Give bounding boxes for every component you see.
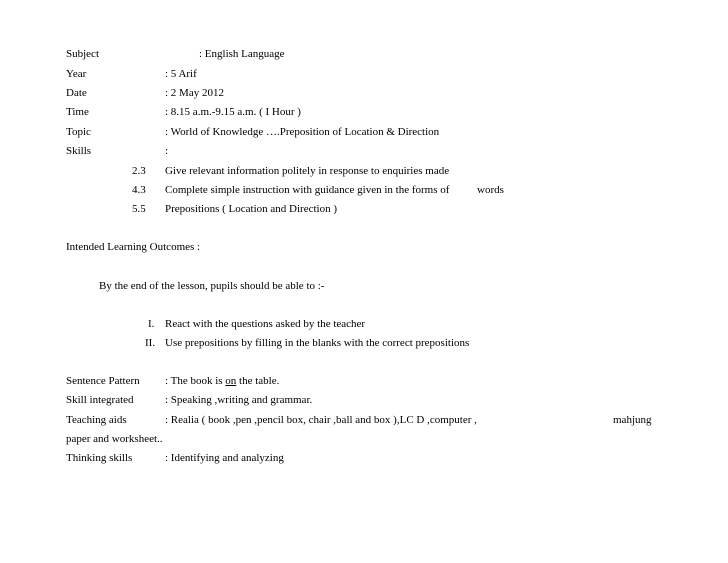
time-label: Time — [66, 106, 89, 118]
skills-label: Skills — [66, 145, 92, 157]
thinking-skills-label: Thinking skills — [66, 452, 133, 464]
skill-text-extra: words — [477, 184, 504, 196]
subject-value: : English Language — [199, 48, 285, 60]
date-value: : 2 May 2012 — [165, 87, 224, 99]
thinking-skills-value: : Identifying and analyzing — [165, 452, 284, 464]
teaching-aids-label: Teaching aids — [66, 414, 127, 426]
outcome-number: I. — [148, 318, 155, 330]
teaching-aids-extra: mahjung — [613, 414, 652, 426]
date-label: Date — [66, 87, 87, 99]
skill-text: Complete simple instruction with guidance given in the forms of — [165, 184, 450, 196]
teaching-aids-value: : Realia ( book ,pen ,pencil box, chair ,ball and box ),LC D ,computer , — [165, 414, 477, 426]
sentence-pattern-value — [165, 375, 279, 388]
skill-number: 5.5 — [132, 203, 146, 215]
sentence-pattern-underlined: on — [225, 375, 237, 387]
outcome-text: Use prepositions by filling in the blanks with the correct prepositions — [165, 337, 470, 349]
skill-integrated-label: Skill integrated — [66, 394, 134, 406]
outcomes-heading: Intended Learning Outcomes : — [66, 241, 201, 253]
skill-text: Prepositions ( Location and Direction ) — [165, 203, 337, 215]
topic-value: : World of Knowledge ….Preposition of Location & Direction — [165, 126, 440, 138]
skill-integrated-value: : Speaking ,writing and grammar. — [165, 394, 313, 406]
sentence-pattern-after: the table. — [236, 375, 280, 387]
year-value: : 5 Arif — [165, 68, 197, 80]
outcome-number: II. — [145, 337, 156, 349]
subject-label: Subject — [66, 48, 99, 60]
outcome-text: React with the questions asked by the teacher — [165, 318, 366, 330]
sentence-pattern-label: Sentence Pattern — [66, 375, 140, 387]
teaching-aids-continuation: paper and worksheet.. — [66, 433, 163, 445]
topic-label: Topic — [66, 126, 91, 138]
sentence-pattern-before: : The book is — [165, 375, 226, 387]
skill-text: Give relevant information politely in response to enquiries made — [165, 165, 450, 177]
outcomes-intro: By the end of the lesson, pupils should be able to :- — [99, 280, 325, 292]
skill-number: 4.3 — [132, 184, 146, 196]
skills-value: : — [165, 145, 169, 157]
year-label: Year — [66, 68, 87, 80]
skill-number: 2.3 — [132, 165, 146, 177]
time-value: : 8.15 a.m.-9.15 a.m. ( I Hour ) — [165, 106, 301, 118]
